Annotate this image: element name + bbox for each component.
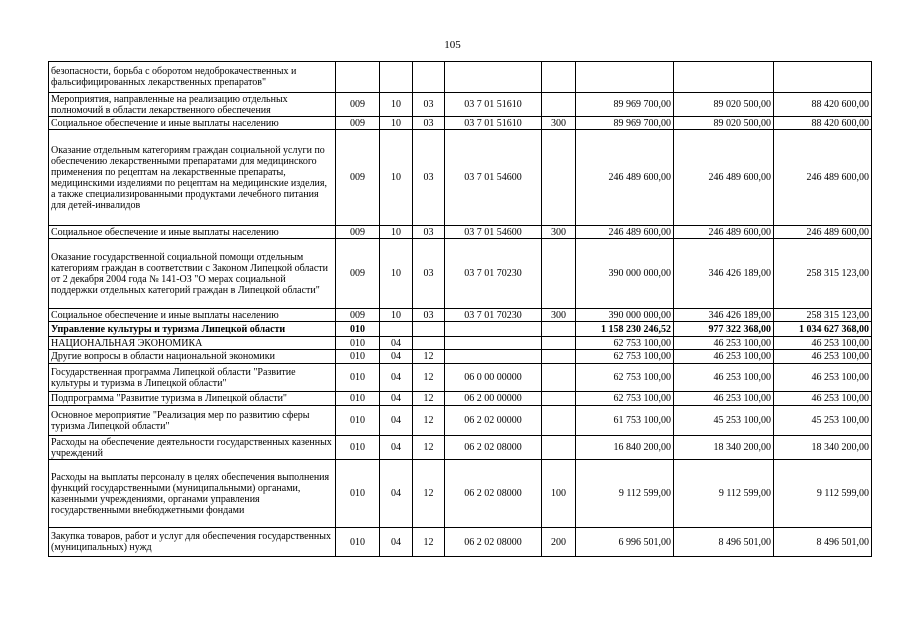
cell-sum-2: 45 253 100,00 — [674, 406, 774, 436]
cell-sum-3: 46 253 100,00 — [774, 392, 872, 406]
cell-sum-1: 246 489 600,00 — [576, 130, 674, 226]
cell-sum-2: 977 322 368,00 — [674, 322, 774, 337]
cell-ved: 010 — [336, 364, 380, 392]
cell-pr: 03 — [413, 130, 445, 226]
table-row — [49, 117, 872, 130]
cell-name: Закупка товаров, работ и услуг для обеспечения государственных (муниципальных) нужд — [49, 528, 336, 557]
cell-pr: 12 — [413, 364, 445, 392]
cell-name: Оказание отдельным категориям граждан социальной услуги по обеспечению лекарственными препаратами для медицинского применения по рецептам на лекарственные препараты, медицинскими изделиями по рецептам на медицинские изделия, а также специализированными продуктами лечебного питания для детей-инвалидов — [49, 130, 336, 226]
cell-sum-2: 18 340 200,00 — [674, 436, 774, 460]
cell-sum-3: 46 253 100,00 — [774, 364, 872, 392]
cell-csr: 03 7 01 54600 — [445, 130, 542, 226]
cell-rz: 04 — [380, 350, 413, 364]
cell-sum-3: 246 489 600,00 — [774, 130, 872, 226]
cell-name: Социальное обеспечение и иные выплаты населению — [49, 226, 336, 239]
cell-rz: 10 — [380, 130, 413, 226]
cell-rz: 04 — [380, 528, 413, 557]
cell-sum-2: 346 426 189,00 — [674, 239, 774, 309]
table-row — [49, 350, 872, 364]
cell-sum-3: 246 489 600,00 — [774, 226, 872, 239]
cell-sum-3: 88 420 600,00 — [774, 117, 872, 130]
table-row — [49, 436, 872, 460]
cell-ved: 010 — [336, 528, 380, 557]
cell-ved: 010 — [336, 406, 380, 436]
cell-sum-3: 258 315 123,00 — [774, 239, 872, 309]
cell-sum-1: 89 969 700,00 — [576, 117, 674, 130]
cell-pr: 03 — [413, 239, 445, 309]
cell-sum-3: 88 420 600,00 — [774, 93, 872, 117]
cell-ved: 010 — [336, 350, 380, 364]
cell-sum-2: 46 253 100,00 — [674, 364, 774, 392]
cell-csr — [445, 337, 542, 350]
cell-pr: 12 — [413, 350, 445, 364]
cell-vr — [542, 239, 576, 309]
table-row — [49, 322, 872, 337]
cell-sum-2: 46 253 100,00 — [674, 350, 774, 364]
cell-sum-2: 246 489 600,00 — [674, 130, 774, 226]
cell-vr: 300 — [542, 117, 576, 130]
table-row — [49, 130, 872, 226]
cell-vr — [542, 436, 576, 460]
cell-vr — [542, 337, 576, 350]
cell-sum-2: 46 253 100,00 — [674, 392, 774, 406]
cell-sum-1: 9 112 599,00 — [576, 460, 674, 528]
cell-name: Социальное обеспечение и иные выплаты населению — [49, 117, 336, 130]
cell-name: Оказание государственной социальной помощи отдельным категориям граждан в соответствии с Законом Липецкой области от 2 декабря 2004 года № 141-ОЗ "О мерах социальной поддержки отдельных категорий граждан в Липецкой области" — [49, 239, 336, 309]
cell-name: Расходы на выплаты персоналу в целях обеспечения выполнения функций государственными (муниципальными) органами, казенными учреждениями, органами управления государственными внебюджетными фондами — [49, 460, 336, 528]
cell-sum-1: 62 753 100,00 — [576, 337, 674, 350]
cell-ved: 009 — [336, 239, 380, 309]
cell-sum-2: 346 426 189,00 — [674, 309, 774, 322]
cell-sum-3: 1 034 627 368,00 — [774, 322, 872, 337]
cell-vr — [542, 62, 576, 93]
cell-sum-1: 6 996 501,00 — [576, 528, 674, 557]
cell-sum-1: 62 753 100,00 — [576, 350, 674, 364]
cell-name: Другие вопросы в области национальной экономики — [49, 350, 336, 364]
cell-sum-1: 390 000 000,00 — [576, 239, 674, 309]
cell-csr — [445, 62, 542, 93]
cell-name: Расходы на обеспечение деятельности государственных казенных учреждений — [49, 436, 336, 460]
cell-ved — [336, 62, 380, 93]
cell-pr: 03 — [413, 93, 445, 117]
table-row — [49, 62, 872, 93]
cell-sum-2: 9 112 599,00 — [674, 460, 774, 528]
cell-name: НАЦИОНАЛЬНАЯ ЭКОНОМИКА — [49, 337, 336, 350]
table-row — [49, 364, 872, 392]
cell-pr: 12 — [413, 528, 445, 557]
cell-csr: 03 7 01 54600 — [445, 226, 542, 239]
cell-csr — [445, 322, 542, 337]
cell-sum-2: 89 020 500,00 — [674, 93, 774, 117]
cell-rz — [380, 62, 413, 93]
cell-rz: 04 — [380, 364, 413, 392]
cell-ved: 010 — [336, 337, 380, 350]
page-number: 105 — [444, 39, 461, 51]
cell-vr — [542, 322, 576, 337]
cell-vr: 100 — [542, 460, 576, 528]
cell-name: Подпрограмма "Развитие туризма в Липецкой области" — [49, 392, 336, 406]
cell-csr: 06 2 02 08000 — [445, 436, 542, 460]
cell-vr: 300 — [542, 309, 576, 322]
cell-sum-1: 246 489 600,00 — [576, 226, 674, 239]
table-row — [49, 460, 872, 528]
cell-vr — [542, 364, 576, 392]
cell-sum-1: 62 753 100,00 — [576, 364, 674, 392]
cell-sum-1: 62 753 100,00 — [576, 392, 674, 406]
cell-sum-1: 61 753 100,00 — [576, 406, 674, 436]
cell-rz: 04 — [380, 436, 413, 460]
cell-sum-3: 258 315 123,00 — [774, 309, 872, 322]
cell-sum-3: 9 112 599,00 — [774, 460, 872, 528]
cell-vr — [542, 93, 576, 117]
cell-ved: 009 — [336, 226, 380, 239]
cell-pr — [413, 337, 445, 350]
cell-rz: 04 — [380, 406, 413, 436]
cell-vr — [542, 392, 576, 406]
cell-ved: 009 — [336, 117, 380, 130]
cell-sum-1 — [576, 62, 674, 93]
table-row — [49, 93, 872, 117]
cell-sum-1: 89 969 700,00 — [576, 93, 674, 117]
cell-ved: 009 — [336, 130, 380, 226]
cell-sum-1: 1 158 230 246,52 — [576, 322, 674, 337]
cell-ved: 010 — [336, 460, 380, 528]
cell-vr: 200 — [542, 528, 576, 557]
cell-name: безопасности, борьба с оборотом недоброкачественных и фальсифицированных лекарственных препаратов" — [49, 62, 336, 93]
cell-name: Основное мероприятие "Реализация мер по развитию сферы туризма Липецкой области" — [49, 406, 336, 436]
table-row — [49, 226, 872, 239]
cell-name: Мероприятия, направленные на реализацию отдельных полномочий в области лекарственного обеспечения — [49, 93, 336, 117]
cell-sum-3: 46 253 100,00 — [774, 350, 872, 364]
cell-pr: 12 — [413, 406, 445, 436]
cell-rz: 10 — [380, 93, 413, 117]
table-row — [49, 309, 872, 322]
cell-sum-3: 45 253 100,00 — [774, 406, 872, 436]
cell-rz: 04 — [380, 337, 413, 350]
cell-rz: 10 — [380, 226, 413, 239]
table-row — [49, 337, 872, 350]
table-row — [49, 392, 872, 406]
cell-csr: 03 7 01 51610 — [445, 93, 542, 117]
cell-pr: 12 — [413, 392, 445, 406]
cell-vr: 300 — [542, 226, 576, 239]
cell-csr: 06 2 02 08000 — [445, 528, 542, 557]
cell-name: Управление культуры и туризма Липецкой области — [49, 322, 336, 337]
cell-sum-2: 246 489 600,00 — [674, 226, 774, 239]
cell-rz: 04 — [380, 392, 413, 406]
cell-ved: 010 — [336, 436, 380, 460]
cell-csr: 06 0 00 00000 — [445, 364, 542, 392]
cell-pr: 12 — [413, 460, 445, 528]
cell-rz — [380, 322, 413, 337]
cell-name: Социальное обеспечение и иные выплаты населению — [49, 309, 336, 322]
cell-pr: 03 — [413, 309, 445, 322]
table-row — [49, 406, 872, 436]
cell-sum-1: 16 840 200,00 — [576, 436, 674, 460]
cell-pr: 03 — [413, 226, 445, 239]
cell-vr — [542, 350, 576, 364]
cell-sum-1: 390 000 000,00 — [576, 309, 674, 322]
table-row — [49, 528, 872, 557]
cell-ved: 010 — [336, 392, 380, 406]
cell-sum-3 — [774, 62, 872, 93]
cell-csr: 03 7 01 51610 — [445, 117, 542, 130]
cell-sum-3: 18 340 200,00 — [774, 436, 872, 460]
cell-vr — [542, 130, 576, 226]
cell-csr: 06 2 00 00000 — [445, 392, 542, 406]
cell-csr: 03 7 01 70230 — [445, 309, 542, 322]
cell-name: Государственная программа Липецкой области "Развитие культуры и туризма в Липецкой области" — [49, 364, 336, 392]
cell-rz: 04 — [380, 460, 413, 528]
cell-pr: 12 — [413, 436, 445, 460]
cell-rz: 10 — [380, 117, 413, 130]
cell-csr: 06 2 02 08000 — [445, 460, 542, 528]
cell-pr — [413, 322, 445, 337]
cell-rz: 10 — [380, 309, 413, 322]
cell-sum-2: 46 253 100,00 — [674, 337, 774, 350]
cell-sum-2 — [674, 62, 774, 93]
cell-sum-2: 8 496 501,00 — [674, 528, 774, 557]
cell-csr — [445, 350, 542, 364]
cell-pr — [413, 62, 445, 93]
budget-table — [48, 61, 872, 557]
cell-rz: 10 — [380, 239, 413, 309]
cell-csr: 03 7 01 70230 — [445, 239, 542, 309]
cell-ved: 009 — [336, 93, 380, 117]
cell-vr — [542, 406, 576, 436]
cell-pr: 03 — [413, 117, 445, 130]
cell-sum-3: 8 496 501,00 — [774, 528, 872, 557]
table-row — [49, 239, 872, 309]
cell-sum-2: 89 020 500,00 — [674, 117, 774, 130]
cell-ved: 009 — [336, 309, 380, 322]
cell-csr: 06 2 02 00000 — [445, 406, 542, 436]
cell-sum-3: 46 253 100,00 — [774, 337, 872, 350]
cell-ved: 010 — [336, 322, 380, 337]
